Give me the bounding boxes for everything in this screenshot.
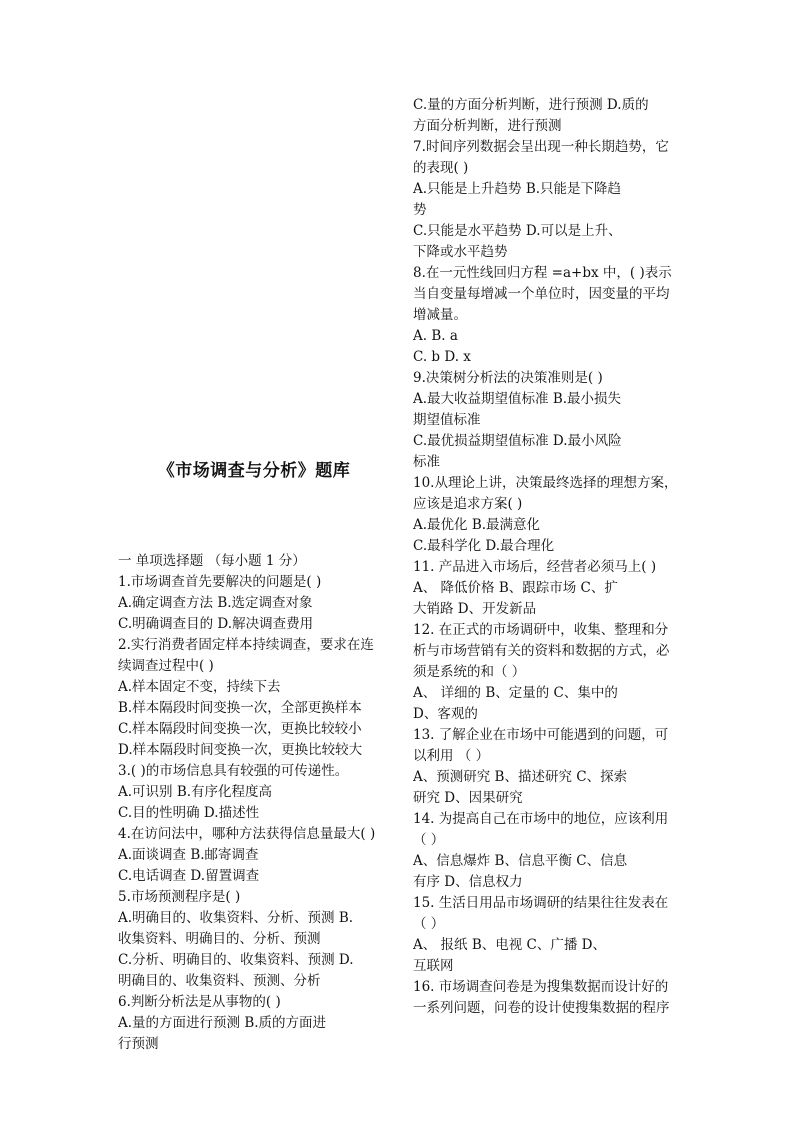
text-line: D、客观的 <box>413 706 478 722</box>
text-line: 12. 在正式的市场调研中，收集、整理和分 <box>413 622 669 638</box>
text-line: 3.( )的市场信息具有较强的可传递性。 <box>118 763 349 779</box>
text-line: 以利用 （ ） <box>413 748 490 764</box>
text-line: 方面分析判断，进行预测 <box>413 118 562 134</box>
text-line: 2.实行消费者固定样本持续调查，要求在连 <box>118 637 374 653</box>
text-line: A.只能是上升趋势 B.只能是下降趋 <box>413 181 622 197</box>
text-line: 下降或水平趋势 <box>413 244 508 260</box>
text-line: 11. 产品进入市场后，经营者必须马上( ) <box>413 559 657 575</box>
text-line: 行预测 <box>118 1036 159 1052</box>
text-line: 一 单项选择题 （每小题 1 分） <box>118 553 306 569</box>
left-column <box>118 551 390 1055</box>
text-line: 须是系统的和（ ） <box>413 664 526 680</box>
text-line: 互联网 <box>413 958 454 974</box>
text-line: A. B. a <box>413 328 458 344</box>
text-line: 增减量。 <box>413 307 467 323</box>
text-line: A.样本固定不变，持续下去 <box>118 679 281 695</box>
text-line: 一系列问题，问卷的设计使搜集数据的程序 <box>413 1000 670 1016</box>
text-line: 的表现( ) <box>413 160 469 176</box>
text-line: A.最优化 B.最满意化 <box>413 517 541 533</box>
text-line: A、 报纸 B、电视 C、广播 D、 <box>413 937 606 953</box>
text-line: 应该是追求方案( ) <box>413 496 523 512</box>
text-line: 明确目的、收集资料、预测、分析 <box>118 973 321 989</box>
text-line: 15. 生活日用品市场调研的结果往往发表在 <box>413 895 669 911</box>
text-line: C.电话调查 D.留置调查 <box>118 868 260 884</box>
text-line: B.样本隔段时间变换一次，全部更换样本 <box>118 700 362 716</box>
text-line: 6.判断分析法是从事物的( ) <box>118 994 281 1010</box>
text-line: A、 详细的 B、定量的 C、集中的 <box>413 685 618 701</box>
text-line: 7.时间序列数据会呈出现一种长期趋势，它 <box>413 139 669 155</box>
text-line: 1.市场调查首先要解决的问题是( ) <box>118 574 322 590</box>
text-line: 势 <box>413 202 427 218</box>
text-line: 10.从理论上讲，决策最终选择的理想方案， <box>413 475 678 491</box>
text-line: A.明确目的、收集资料、分析、预测 B. <box>118 910 354 926</box>
text-line: 收集资料、明确目的、分析、预测 <box>118 931 321 947</box>
text-line: A.可识别 B.有序化程度高 <box>118 784 273 800</box>
text-line: C. b D. x <box>413 349 471 365</box>
text-line: 析与市场营销有关的资料和数据的方式，必 <box>413 643 670 659</box>
text-line: C.最优损益期望值标准 D.最小风险 <box>413 433 622 449</box>
text-line: 14. 为提高自己在市场中的地位，应该利用 <box>413 811 669 827</box>
text-line: 5.市场预测程序是( ) <box>118 889 241 905</box>
text-line: 标准 <box>413 454 440 470</box>
text-line: （ ） <box>413 832 445 848</box>
text-line: A、信息爆炸 B、信息平衡 C、信息 <box>413 853 628 869</box>
text-line: 9.决策树分析法的决策准则是( ) <box>413 370 603 386</box>
text-line: A.量的方面进行预测 B.质的方面进 <box>118 1015 327 1031</box>
text-line: 13. 了解企业在市场中可能遇到的问题，可 <box>413 727 669 743</box>
right-column <box>413 95 689 1019</box>
text-line: C.目的性明确 D.描述性 <box>118 805 260 821</box>
text-line: C.样本隔段时间变换一次，更换比较较小 <box>118 721 362 737</box>
text-line: C.量的方面分析判断，进行预测 D.质的 <box>413 97 649 113</box>
text-line: 16. 市场调查问卷是为搜集数据而设计好的 <box>413 979 669 995</box>
text-line: C.分析、明确目的、收集资料、预测 D. <box>118 952 354 968</box>
text-line: C.最科学化 D.最合理化 <box>413 538 555 554</box>
text-line: （ ） <box>413 916 445 932</box>
text-line: C.明确调查目的 D.解决调查费用 <box>118 616 314 632</box>
text-line: 4.在访问法中，哪种方法获得信息量最大( ) <box>118 826 376 842</box>
text-line: 大销路 D、开发新品 <box>413 601 537 617</box>
text-line: A.面谈调查 B.邮寄调查 <box>118 847 259 863</box>
text-line: D.样本隔段时间变换一次，更换比较较大 <box>118 742 363 758</box>
text-line: A.最大收益期望值标准 B.最小损失 <box>413 391 622 407</box>
text-line: A.确定调查方法 B.选定调查对象 <box>118 595 313 611</box>
text-line: 研究 D、因果研究 <box>413 790 523 806</box>
text-line: 续调查过程中( ) <box>118 658 214 674</box>
text-line: 期望值标准 <box>413 412 481 428</box>
text-line: 有序 D、信息权力 <box>413 874 523 890</box>
text-line: A、 降低价格 B、跟踪市场 C、扩 <box>413 580 618 596</box>
text-line: A、预测研究 B、描述研究 C、探索 <box>413 769 628 785</box>
text-line: 8.在一元性线回归方程 =a+bx 中，( )表示 <box>413 265 672 281</box>
text-line: 当自变量每增减一个单位时，因变量的平均 <box>413 286 670 302</box>
text-line: C.只能是水平趋势 D.可以是上升、 <box>413 223 622 239</box>
document-title: 《市场调查与分析》题库 <box>157 461 351 481</box>
